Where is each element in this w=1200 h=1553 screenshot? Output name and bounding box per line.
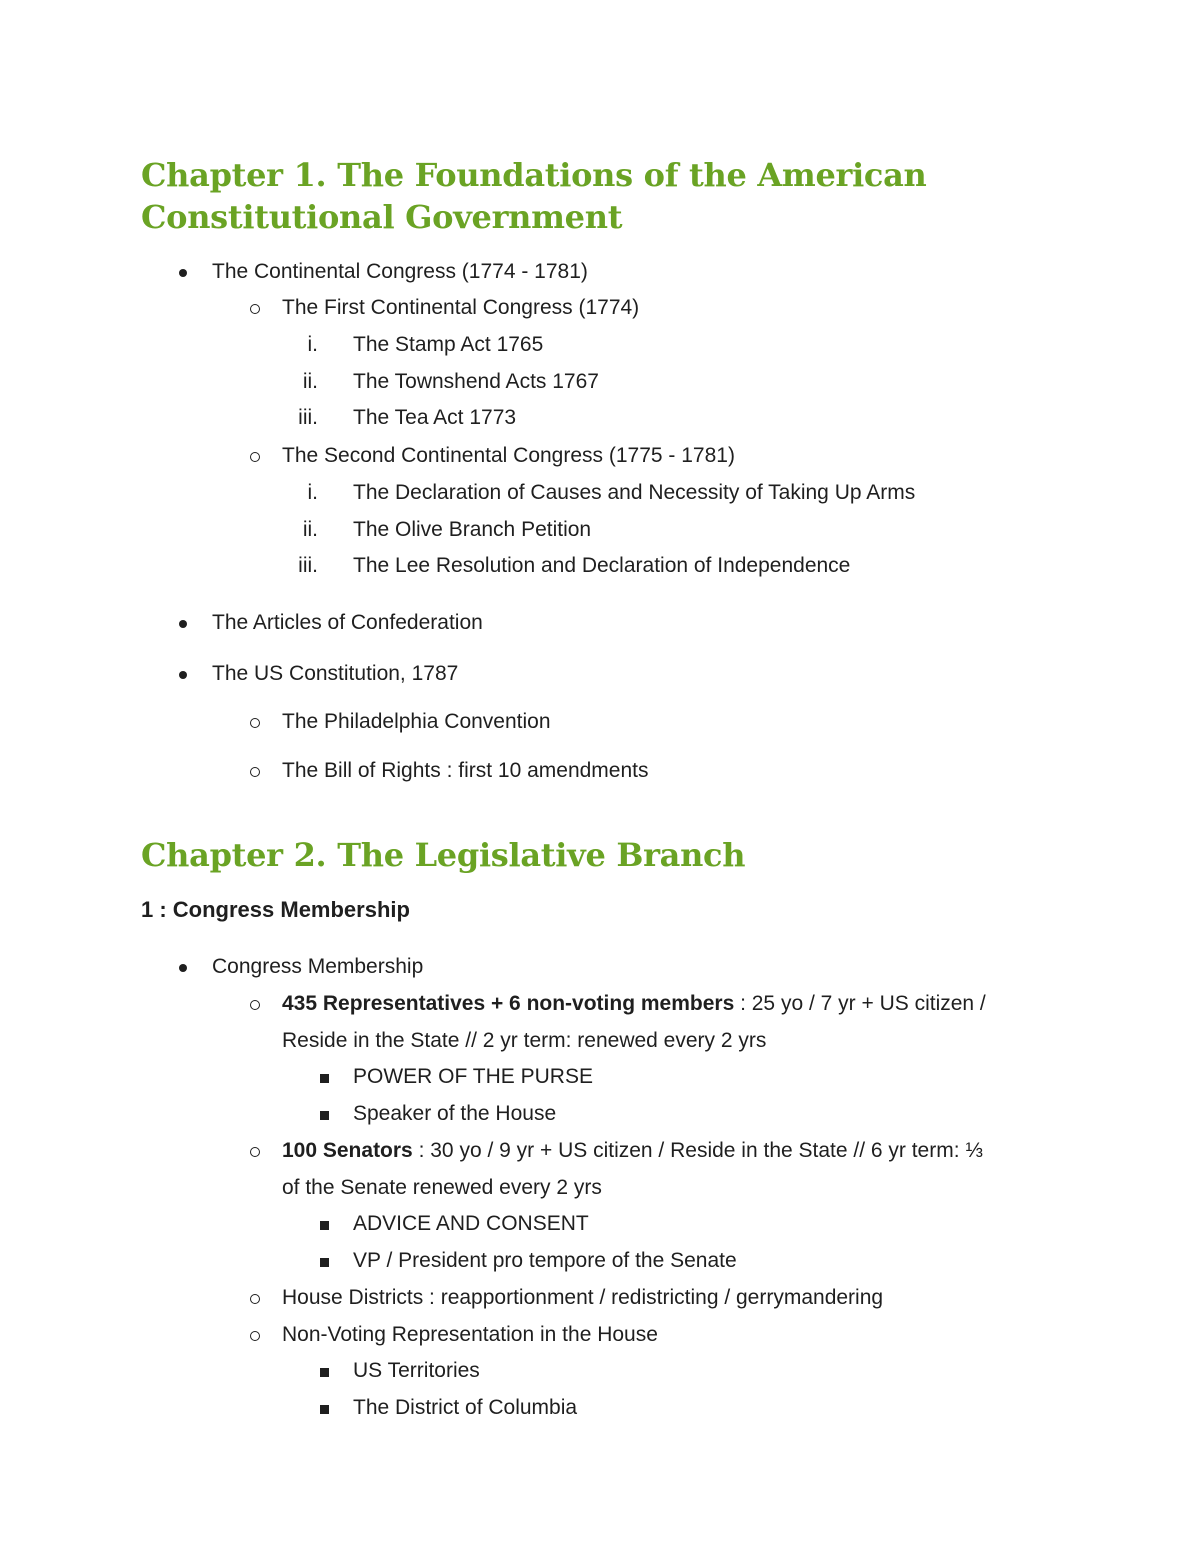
- list-item: ADVICE AND CONSENT: [353, 1212, 589, 1235]
- bullet-circle-icon: [250, 1331, 260, 1341]
- bullet-circle-icon: [250, 452, 260, 462]
- section-heading: 1 : Congress Membership: [141, 897, 410, 922]
- bullet-circle-icon: [250, 1147, 260, 1157]
- list-item: The Stamp Act 1765: [353, 333, 544, 356]
- chapter-2-title: Chapter 2. The Legislative Branch: [141, 836, 746, 874]
- chapter-1-title-line-1: Chapter 1. The Foundations of the American: [141, 156, 927, 194]
- bullet-circle-icon: [250, 767, 260, 777]
- list-item: The Declaration of Causes and Necessity of Taking Up Arms: [353, 481, 916, 504]
- list-item: Congress Membership: [212, 955, 424, 978]
- list-item: The Second Continental Congress (1775 - 1781): [282, 444, 735, 467]
- list-item: The District of Columbia: [353, 1396, 578, 1419]
- list-item-text: : 30 yo / 9 yr + US citizen / Reside in the State // 6 yr term: ⅓: [412, 1139, 983, 1162]
- bullet-square-icon: [320, 1368, 329, 1377]
- list-item: The US Constitution, 1787: [212, 662, 459, 685]
- bullet-disc-icon: [179, 620, 187, 628]
- list-item: The First Continental Congress (1774): [282, 296, 640, 319]
- list-number: iii.: [298, 554, 318, 577]
- list-item-representatives: [282, 991, 986, 1017]
- bullet-disc-icon: [179, 964, 187, 972]
- bullet-square-icon: [320, 1405, 329, 1414]
- list-number: i.: [307, 333, 318, 356]
- list-item: The Olive Branch Petition: [353, 518, 592, 541]
- bold-text: 100 Senators: [282, 1139, 413, 1162]
- list-item: VP / President pro tempore of the Senate: [353, 1249, 737, 1272]
- chapter-1-title-line-2: Constitutional Government: [141, 198, 623, 236]
- list-item: The Lee Resolution and Declaration of Independence: [353, 554, 851, 577]
- list-item: US Territories: [353, 1359, 480, 1382]
- bold-text: 435 Representatives + 6 non-voting members: [282, 992, 735, 1015]
- bullet-disc-icon: [179, 269, 187, 277]
- list-item: POWER OF THE PURSE: [353, 1065, 593, 1088]
- list-item: The Townshend Acts 1767: [353, 370, 599, 393]
- bullet-square-icon: [320, 1221, 329, 1230]
- list-item: The Bill of Rights : first 10 amendments: [282, 759, 649, 782]
- list-item-continuation: Reside in the State // 2 yr term: renewed every 2 yrs: [282, 1029, 767, 1052]
- bullet-disc-icon: [179, 671, 187, 679]
- list-item-text: : 25 yo / 7 yr + US citizen /: [734, 992, 986, 1015]
- list-item: House Districts : reapportionment / redistricting / gerrymandering: [282, 1286, 884, 1309]
- list-item: The Articles of Confederation: [212, 611, 483, 634]
- list-item-continuation: of the Senate renewed every 2 yrs: [282, 1176, 602, 1199]
- list-item-senators: [282, 1138, 983, 1164]
- bullet-circle-icon: [250, 304, 260, 314]
- bullet-square-icon: [320, 1111, 329, 1120]
- list-number: iii.: [298, 406, 318, 429]
- bullet-square-icon: [320, 1074, 329, 1083]
- list-number: ii.: [302, 370, 318, 393]
- bullet-circle-icon: [250, 1294, 260, 1304]
- list-item: Speaker of the House: [353, 1102, 557, 1125]
- list-number: ii.: [302, 518, 318, 541]
- bullet-circle-icon: [250, 718, 260, 728]
- list-item: The Tea Act 1773: [353, 406, 517, 429]
- list-item: The Continental Congress (1774 - 1781): [212, 260, 588, 283]
- bullet-square-icon: [320, 1258, 329, 1267]
- list-item: The Philadelphia Convention: [282, 710, 551, 733]
- bullet-circle-icon: [250, 1000, 260, 1010]
- list-number: i.: [307, 481, 318, 504]
- list-item: Non-Voting Representation in the House: [282, 1323, 658, 1346]
